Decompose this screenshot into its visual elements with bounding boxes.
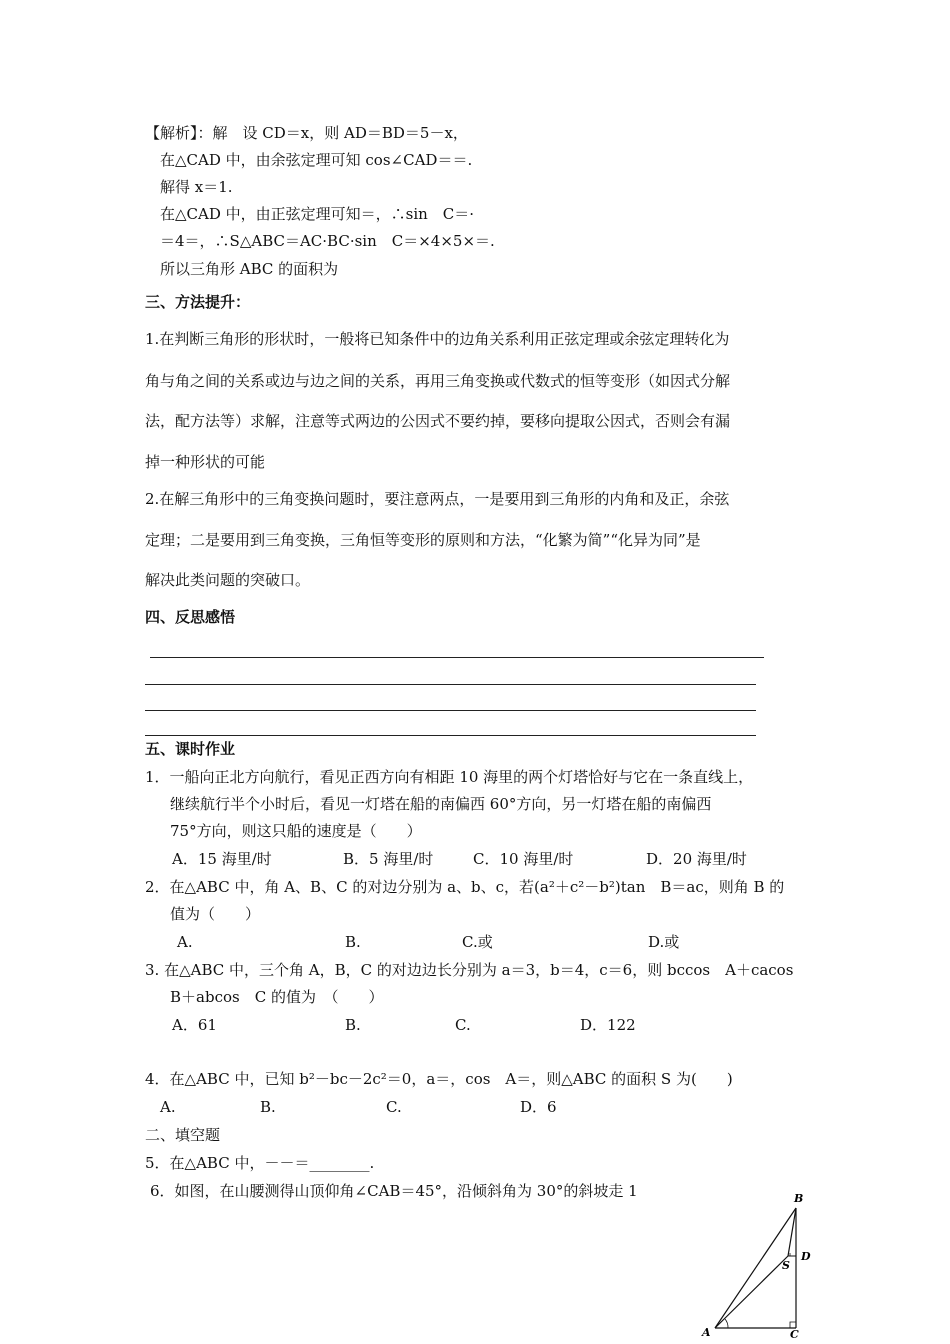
q3-option-d: D．122 [580, 1016, 636, 1034]
q3-line-2: B＋abcos C 的值为 （ ） [170, 988, 384, 1006]
label-d: D [801, 1250, 811, 1263]
writing-line-1 [150, 657, 764, 658]
q2-option-b: B. [345, 933, 361, 951]
q1-option-a: A．15 海里/时 [172, 850, 272, 868]
q1-line-3: 75°方向，则这只船的速度是（ ） [170, 822, 422, 840]
reflection-heading: 四、反思感悟 [145, 608, 236, 626]
method-p1-line-2: 角与角之间的关系或边与边之间的关系，再用三角变换或代数式的恒等变形（如因式分解 [145, 372, 731, 390]
analysis-line-5: ＝4＝，∴S△ABC＝AC·BC·sin C＝×4×5×＝. [160, 232, 495, 250]
analysis-line-1: 【解析】：解 设 CD＝x，则 AD＝BD＝5－x， [145, 124, 468, 142]
method-p1-line-1: 1.在判断三角形的形状时，一般将已知条件中的边角关系利用正弦定理或余弦定理转化为 [145, 330, 730, 348]
q3-option-a: A．61 [172, 1016, 217, 1034]
q3-option-b: B. [345, 1016, 361, 1034]
label-b: B [794, 1192, 804, 1205]
q1-line-2: 继续航行半个小时后，看见一灯塔在船的南偏西 60°方向，另一灯塔在船的南偏西 [170, 795, 712, 813]
label-s: S [782, 1259, 790, 1272]
line-as [715, 1256, 788, 1328]
method-p2-line-3: 解决此类问题的突破口。 [145, 571, 311, 589]
method-p1-line-3: 法，配方法等）求解，注意等式两边的公因式不要约掉，要移向提取公因式，否则会有漏 [145, 412, 731, 430]
analysis-line-3: 解得 x＝1. [160, 178, 233, 196]
homework-heading: 五、课时作业 [145, 740, 236, 758]
q3-option-c: C. [455, 1016, 471, 1034]
method-heading: 三、方法提升： [145, 293, 251, 311]
q6-line: 6．如图，在山腰测得山顶仰角∠CAB＝45°，沿倾斜角为 30°的斜坡走 1 [150, 1182, 638, 1200]
method-p1-line-4: 掉一种形状的可能 [145, 453, 266, 471]
q5-line: 5．在△ABC 中，－－＝________. [145, 1154, 375, 1172]
q4-option-a: A. [160, 1098, 176, 1116]
writing-line-3 [145, 710, 756, 711]
triangle-figure [700, 1190, 820, 1340]
q4-line-1: 4．在△ABC 中，已知 b²－bc－2c²＝0，a＝，cos A＝，则△ABC 的面积 S 为( ) [145, 1070, 733, 1088]
line-sb [788, 1208, 796, 1256]
analysis-line-6: 所以三角形 ABC 的面积为 [160, 260, 339, 278]
fill-heading: 二、填空题 [145, 1126, 221, 1144]
method-p2-line-2: 定理；二是要用到三角变换，三角恒等变形的原则和方法，“化繁为简”“化异为同”是 [145, 531, 701, 549]
q1-option-d: D．20 海里/时 [646, 850, 747, 868]
q2-option-a: A. [177, 933, 193, 951]
angle-arc-a [725, 1319, 728, 1328]
q2-line-1: 2．在△ABC 中，角 A、B、C 的对边分别为 a、b、c，若(a²＋c²－b²)tan B＝ac，则角 B 的 [145, 878, 785, 896]
q4-option-b: B. [260, 1098, 276, 1116]
analysis-line-4: 在△CAD 中，由正弦定理可知＝，∴sin C＝· [160, 205, 475, 223]
q2-option-d: D.或 [648, 933, 680, 951]
analysis-line-2: 在△CAD 中，由余弦定理可知 cos∠CAD＝＝. [160, 151, 473, 169]
q2-line-2: 值为（ ） [170, 905, 261, 923]
q3-line-1: 3. 在△ABC 中，三个角 A，B，C 的对边边长分别为 a＝3，b＝4，c＝6，则 bccos A＋cacos [145, 961, 794, 979]
q1-option-c: C．10 海里/时 [473, 850, 574, 868]
q1-line-1: 1．一船向正北方向航行，看见正西方向有相距 10 海里的两个灯塔恰好与它在一条直线上， [145, 768, 754, 786]
q2-option-c: C.或 [462, 933, 493, 951]
q1-option-b: B．5 海里/时 [343, 850, 434, 868]
label-a: A [702, 1326, 711, 1339]
writing-line-2 [145, 684, 756, 685]
writing-line-4 [145, 735, 756, 736]
label-c: C [790, 1328, 799, 1340]
q4-option-c: C. [386, 1098, 402, 1116]
q4-option-d: D．6 [520, 1098, 557, 1116]
method-p2-line-1: 2.在解三角形中的三角变换问题时，要注意两点，一是要用到三角形的内角和及正，余弦 [145, 490, 730, 508]
